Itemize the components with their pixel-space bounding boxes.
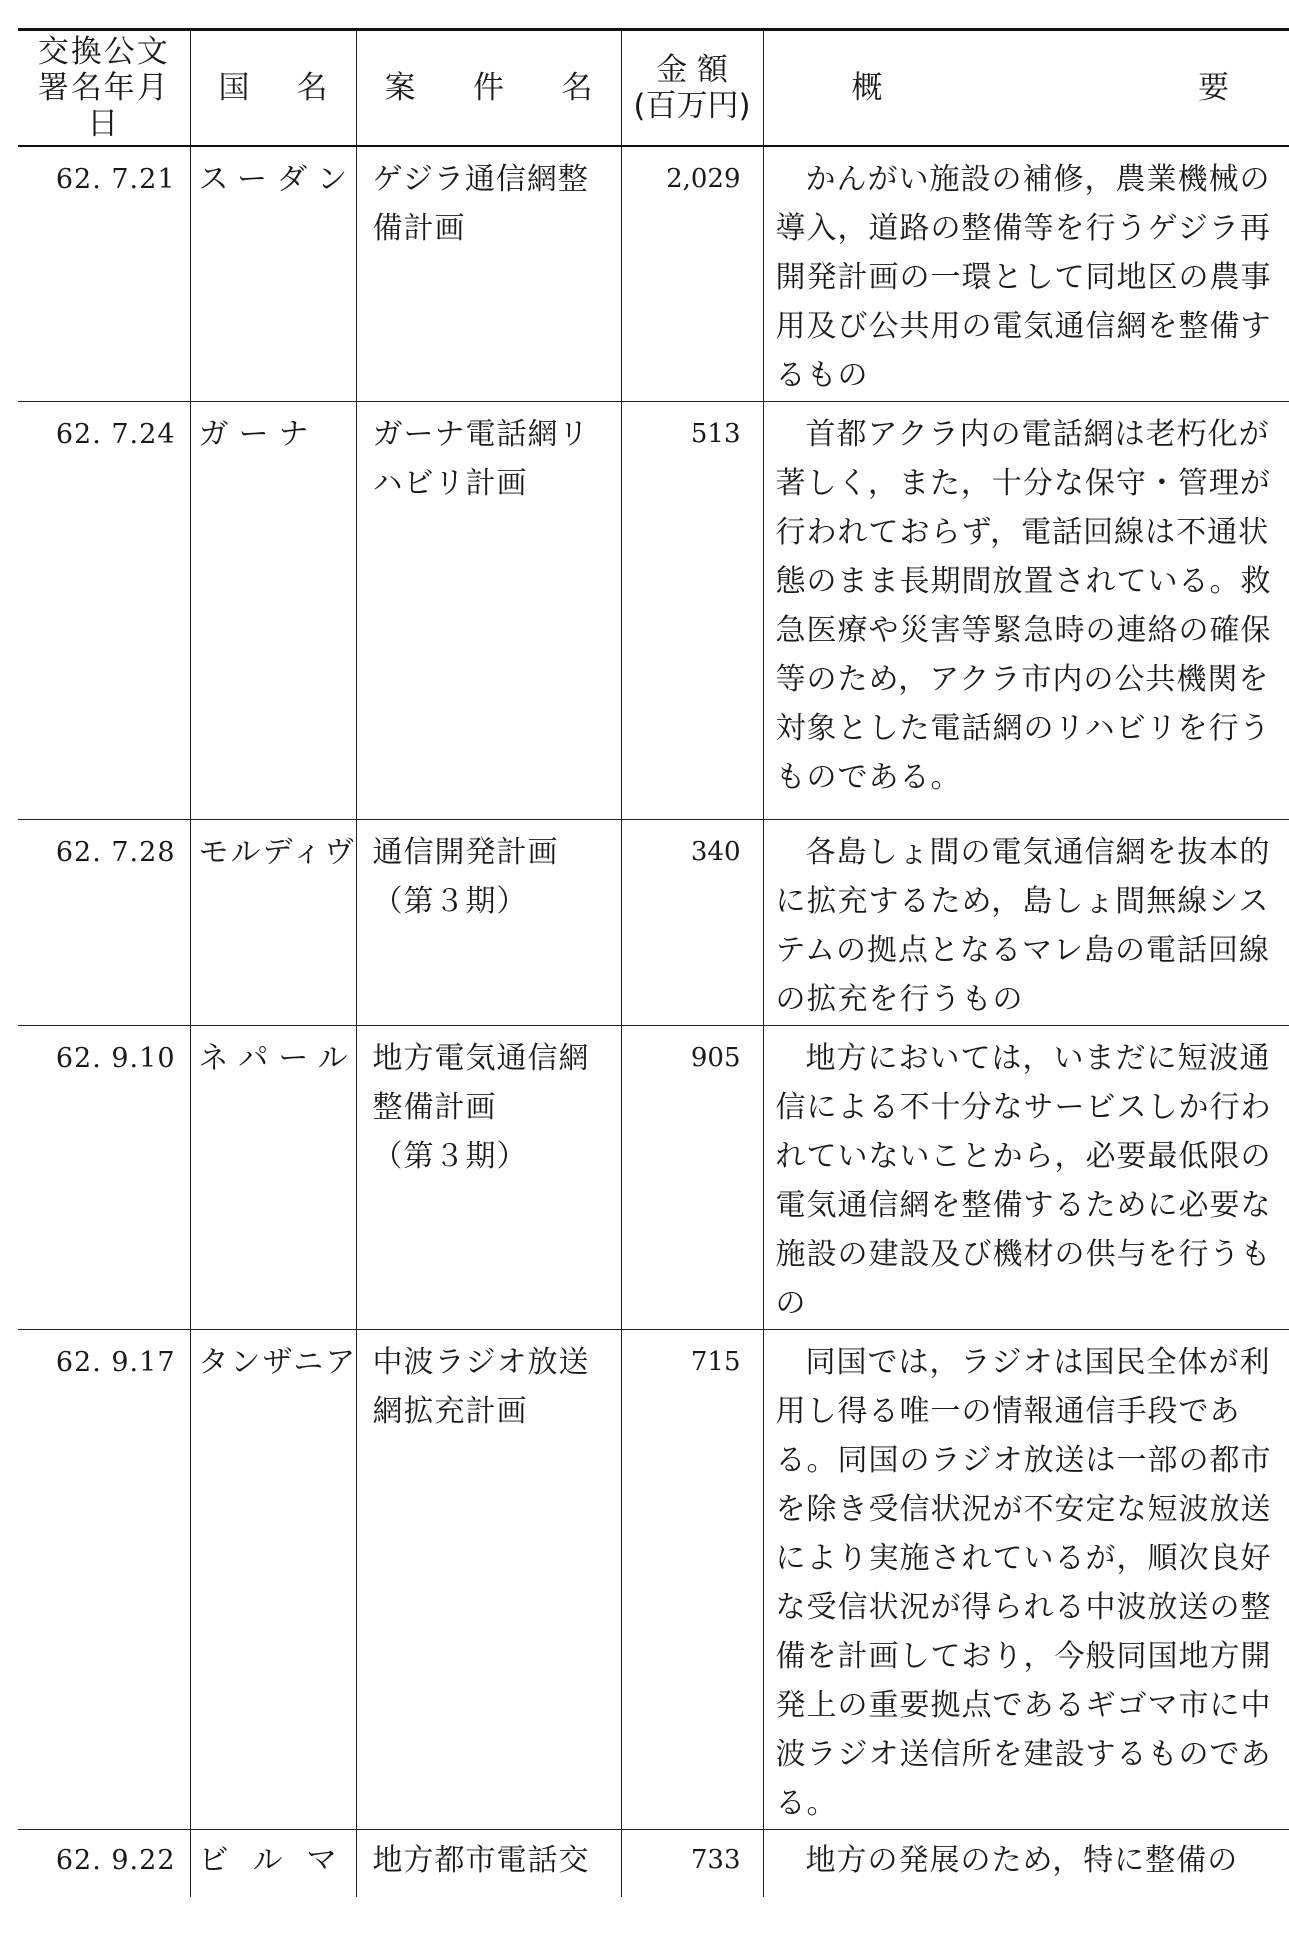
row-summary: 各島しょ間の電気通信網を抜本的に拡充するため，島しょ間無線システムの拠点となるマレ島の電話回線の拡充を行うもの — [763, 820, 1289, 1026]
row-project-text: ゲジラ通信網整備計画 — [372, 162, 589, 246]
row-country: ネパール — [190, 1026, 356, 1330]
table-row — [18, 146, 1289, 402]
row-project-text: ガーナ電話網リハビリ計画 — [372, 417, 590, 501]
row-country: スーダン — [190, 146, 356, 402]
row-amount: 340 — [621, 820, 763, 1026]
header-amount-line1: 金 額 — [656, 52, 728, 88]
row-project — [356, 1830, 621, 1898]
row-date: 62. 7.21 — [55, 164, 176, 195]
table-row — [18, 820, 1289, 1026]
header-date-line2: 署名年月日 — [37, 70, 170, 142]
row-date: 62. 9.22 — [55, 1845, 176, 1876]
header-project-char2: 件 — [473, 70, 504, 106]
row-project-text: 通信開発計画 （第３期） — [372, 835, 559, 919]
row-amount: 733 — [621, 1830, 763, 1898]
header-country — [190, 30, 356, 147]
row-country: ガーナ — [190, 402, 356, 820]
row-amount: 715 — [621, 1330, 763, 1830]
row-country: モルディヴ — [190, 820, 356, 1026]
header-project — [356, 30, 621, 147]
row-summary: 地方の発展のため，特に整備の — [763, 1830, 1289, 1898]
table-row — [18, 1830, 1289, 1898]
row-date: 62. 9.10 — [55, 1043, 176, 1074]
header-summary-char1: 概 — [851, 70, 883, 106]
row-project — [356, 1330, 621, 1830]
header-project-char3: 名 — [561, 70, 593, 106]
header-summary-char2: 要 — [1198, 70, 1229, 106]
row-project — [356, 1026, 621, 1330]
header-amount-line2: (百万円) — [633, 88, 751, 124]
row-summary: かんがい施設の補修，農業機械の導入，道路の整備等を行うゲジラ再開発計画の一環として同地区の農事用及び公共用の電気通信網を整備するもの — [763, 146, 1289, 402]
row-date: 62. 9.17 — [55, 1347, 176, 1378]
header-date-line1: 交換公文 — [37, 34, 170, 70]
table-row — [18, 1026, 1289, 1330]
table-row — [18, 1330, 1289, 1830]
row-amount: 2,029 — [621, 146, 763, 402]
header-project-char1: 案 — [384, 70, 416, 106]
header-country-char1: 国 — [218, 70, 250, 106]
header-summary — [763, 30, 1289, 147]
row-amount: 905 — [621, 1026, 763, 1330]
row-project — [356, 820, 621, 1026]
header-amount — [621, 30, 763, 147]
row-project — [356, 146, 621, 402]
row-date: 62. 7.28 — [55, 837, 176, 868]
row-summary: 同国では，ラジオは国民全体が利用し得る唯一の情報通信手段である。同国のラジオ放送は一部の都市を除き受信状況が不安定な短波放送により実施されているが，順次良好な受信状況が得られる中波放送の整備を計画しており，今般同国地方開発上の重要拠点であるギゴマ市に中波ラジオ送信所を建設するものである。 — [763, 1330, 1289, 1830]
row-project — [356, 402, 621, 820]
header-country-char2: 名 — [296, 70, 328, 106]
table-row — [18, 402, 1289, 820]
row-summary: 地方においては，いまだに短波通信による不十分なサービスしか行われていないことから，必要最低限の電気通信網を整備するために必要な施設の建設及び機材の供与を行うもの — [763, 1026, 1289, 1330]
table-header-row — [18, 30, 1289, 147]
row-summary: 首都アクラ内の電話網は老朽化が著しく，また，十分な保守・管理が行われておらず，電話回線は不通状態のまま長期間放置されている。救急医療や災害等緊急時の連絡の確保等のため，アクラ市内の公共機関を対象とした電話網のリハビリを行うものである。 — [763, 402, 1289, 820]
row-project-text: 地方電気通信網整備計画 （第３期） — [372, 1041, 590, 1174]
row-country: タンザニア — [190, 1330, 356, 1830]
row-project-text: 中波ラジオ放送網拡充計画 — [372, 1345, 590, 1429]
row-date: 62. 7.24 — [55, 419, 176, 450]
row-project-text: 地方都市電話交 — [372, 1843, 590, 1878]
row-country: ビルマ — [190, 1830, 356, 1898]
grant-aid-table — [18, 28, 1289, 1897]
row-amount: 513 — [621, 402, 763, 820]
header-date — [18, 30, 190, 147]
